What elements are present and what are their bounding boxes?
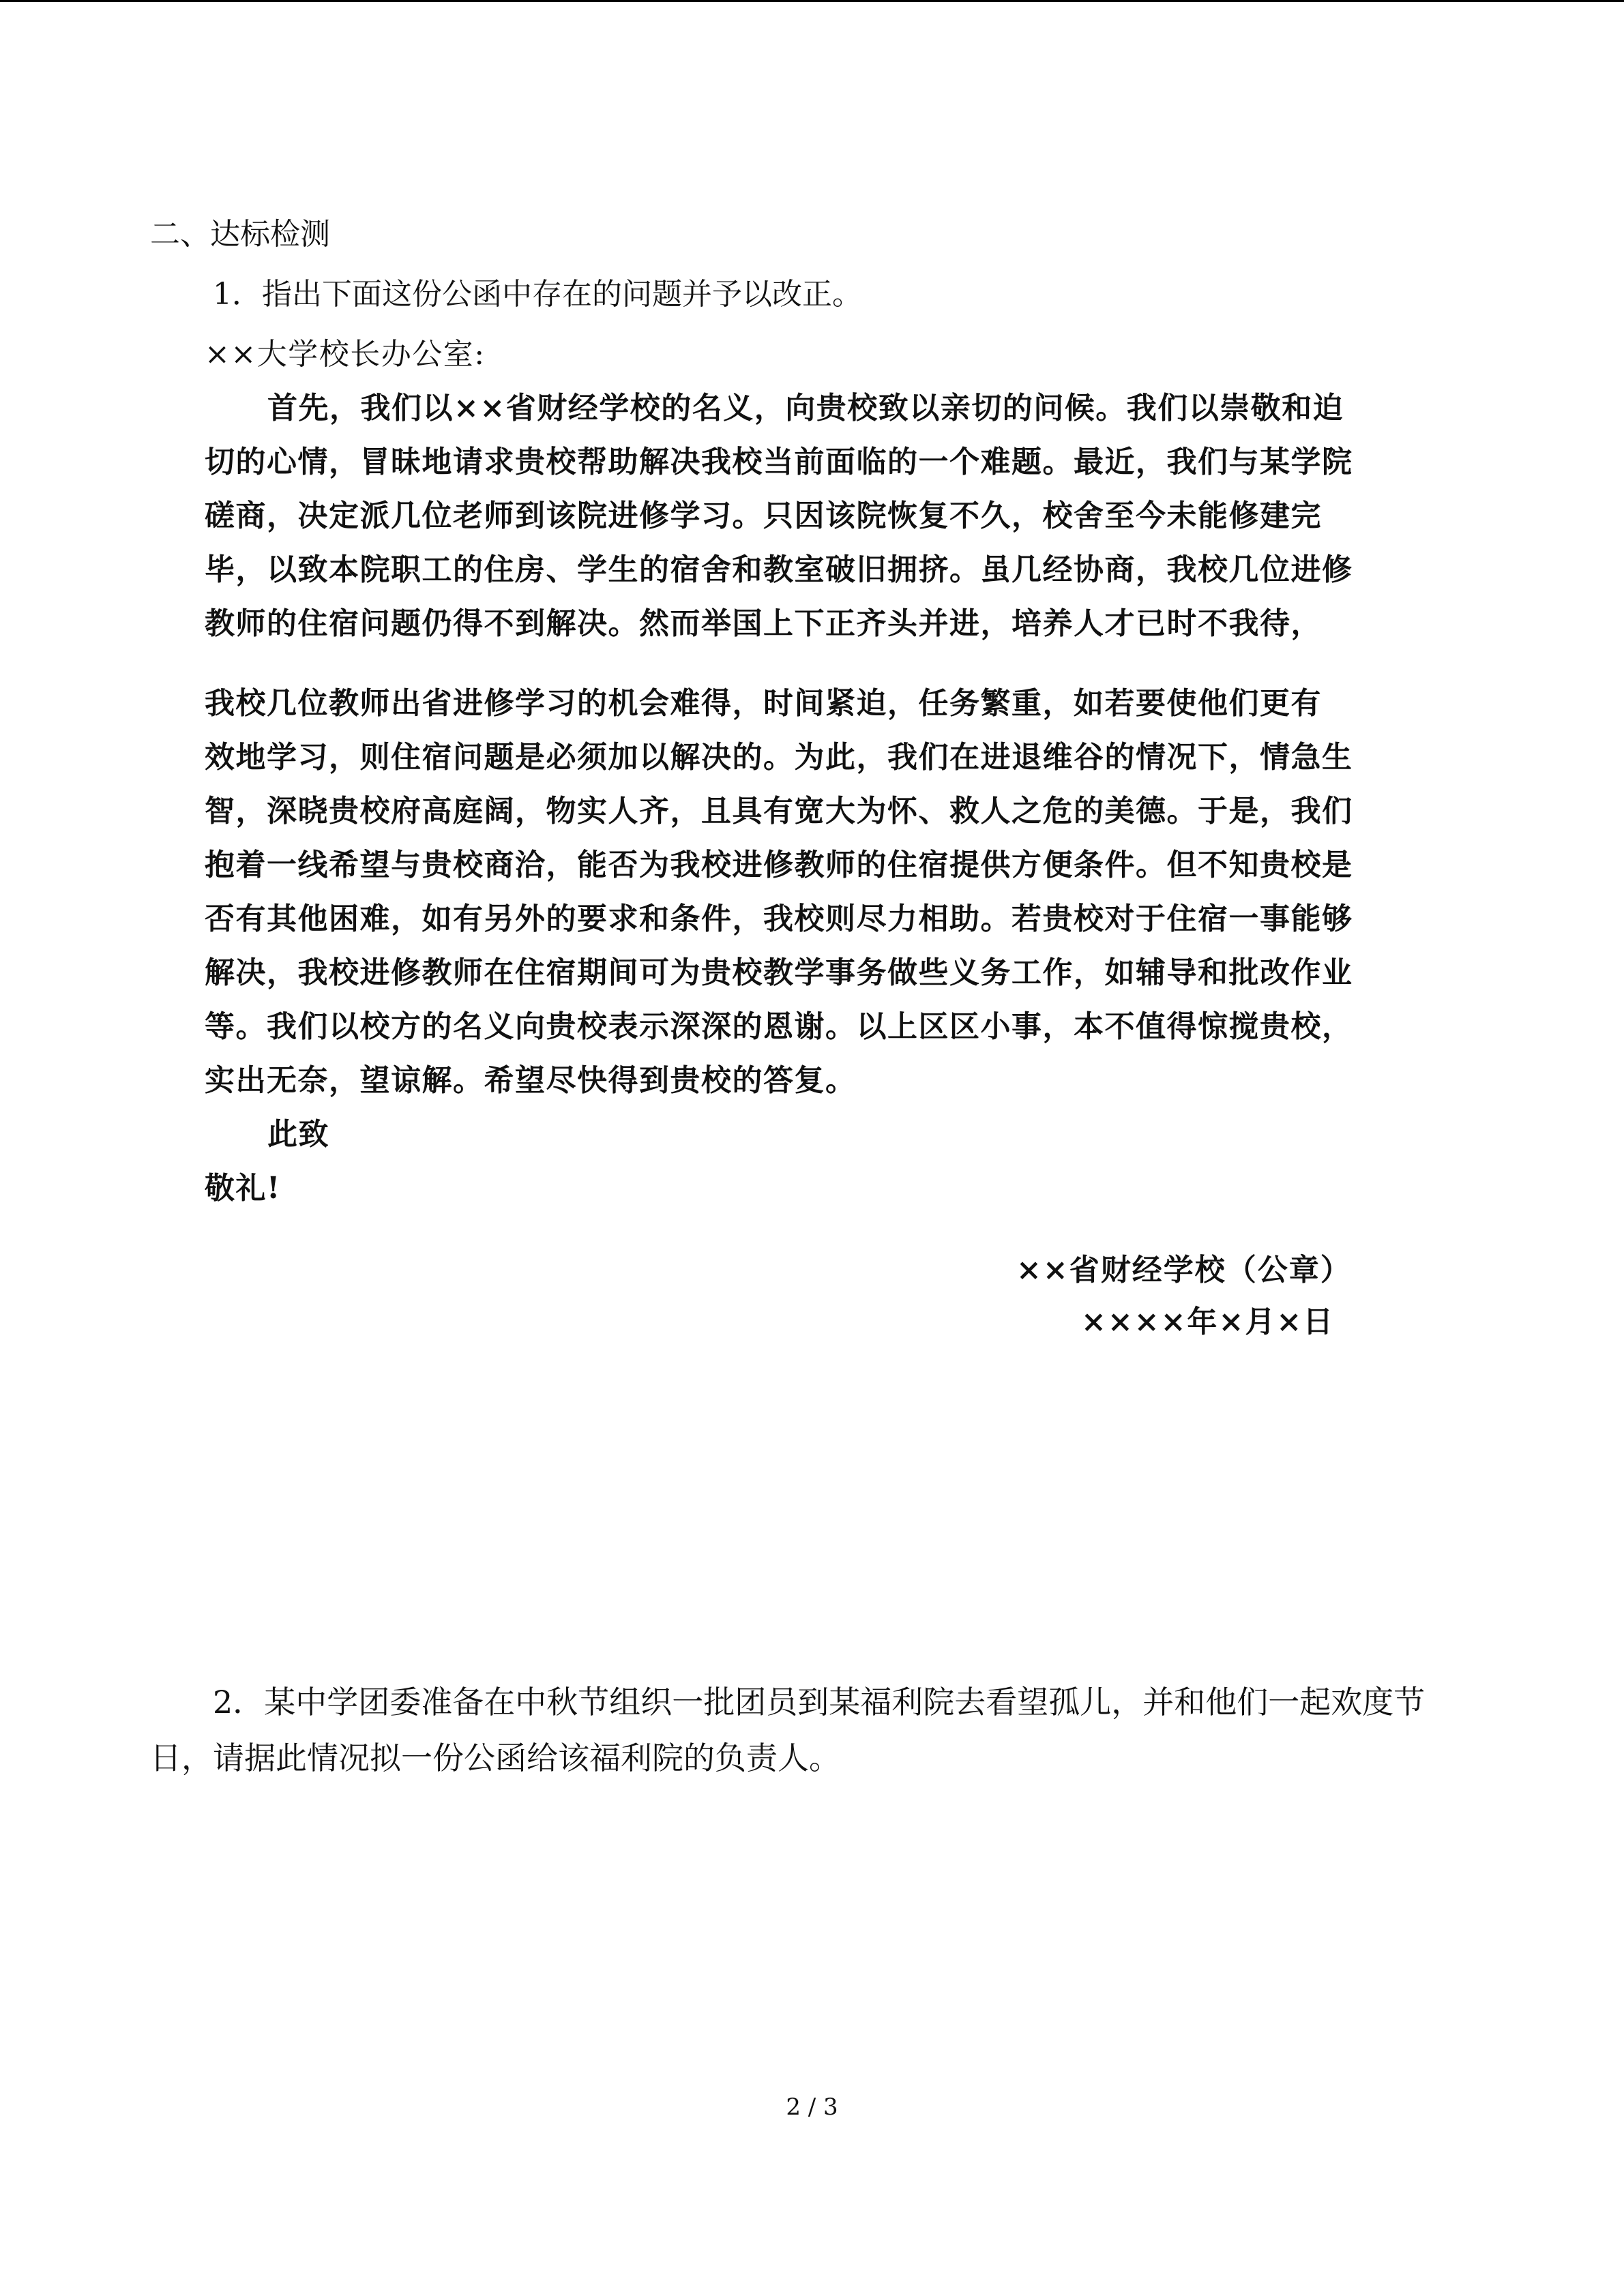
letter-closing-salutation: 此致: [267, 1117, 329, 1152]
question-2: [150, 1674, 1473, 1786]
letter-body-line: 解决，我校进修教师在住宿期间可为贵校教学事务做些义务工作，如辅导和批改作业: [205, 955, 1353, 990]
page-number: 2 / 3: [786, 2093, 838, 2121]
letter-body-line: 智，深晓贵校府高庭阔，物实人齐，且具有宽大为怀、救人之危的美德。于是，我们: [205, 794, 1353, 829]
letter-body-line: 等。我们以校方的名义向贵校表示深深的恩谢。以上区区小事，本不值得惊搅贵校，: [205, 1009, 1353, 1044]
letter-closing-regards: 敬礼!: [205, 1171, 281, 1206]
letter-body-line: 磋商，决定派几位老师到该院进修学习。只因该院恢复不久，校舍至今未能修建完: [205, 498, 1322, 533]
section-heading: 二、达标检测: [150, 217, 330, 252]
letter-signature: ××省财经学校（公章）: [1016, 1253, 1352, 1287]
letter-body-line: 切的心情，冒昧地请求贵校帮助解决我校当前面临的一个难题。最近，我们与某学院: [205, 445, 1353, 479]
letter-body-line: 效地学习，则住宿问题是必须加以解决的。为此，我们在进退维谷的情况下，情急生: [205, 740, 1353, 775]
letter-body-line: 抱着一线希望与贵校商洽，能否为我校进修教师的住宿提供方便条件。但不知贵校是: [205, 848, 1353, 882]
letter-body-line: 首先，我们以××省财经学校的名义，向贵校致以亲切的问候。我们以崇敬和迫: [267, 391, 1344, 426]
letter-body-line: 教师的住宿问题仍得不到解决。然而举国上下正齐头并进，培养人才已时不我待，: [205, 606, 1322, 641]
question-2-line: 2．某中学团委准备在中秋节组织一批团员到某福利院去看望孤儿，并和他们一起欢度节: [213, 1684, 1426, 1720]
letter-body-line: 毕，以致本院职工的住房、学生的宿舍和教室破旧拥挤。虽几经协商，我校几位进修: [205, 552, 1353, 587]
letter-body-line: 实出无奈，望谅解。希望尽快得到贵校的答复。: [205, 1063, 857, 1098]
question-2-line: 日，请据此情况拟一份公函给该福利院的负责人。: [150, 1740, 840, 1776]
letter-body-line: 否有其他困难，如有另外的要求和条件，我校则尽力相助。若贵校对于住宿一事能够: [205, 901, 1353, 936]
letter-date: ××××年×月×日: [1081, 1304, 1335, 1339]
letter-addressee: ××大学校长办公室:: [205, 337, 486, 372]
letter-body-line: 我校几位教师出省进修学习的机会难得，时间紧迫，任务繁重，如若要使他们更有: [205, 686, 1322, 721]
official-letter-scan: [205, 327, 1432, 1215]
page-top-border: [0, 0, 1624, 2]
question-1: 1．指出下面这份公函中存在的问题并予以改正。: [213, 277, 862, 312]
